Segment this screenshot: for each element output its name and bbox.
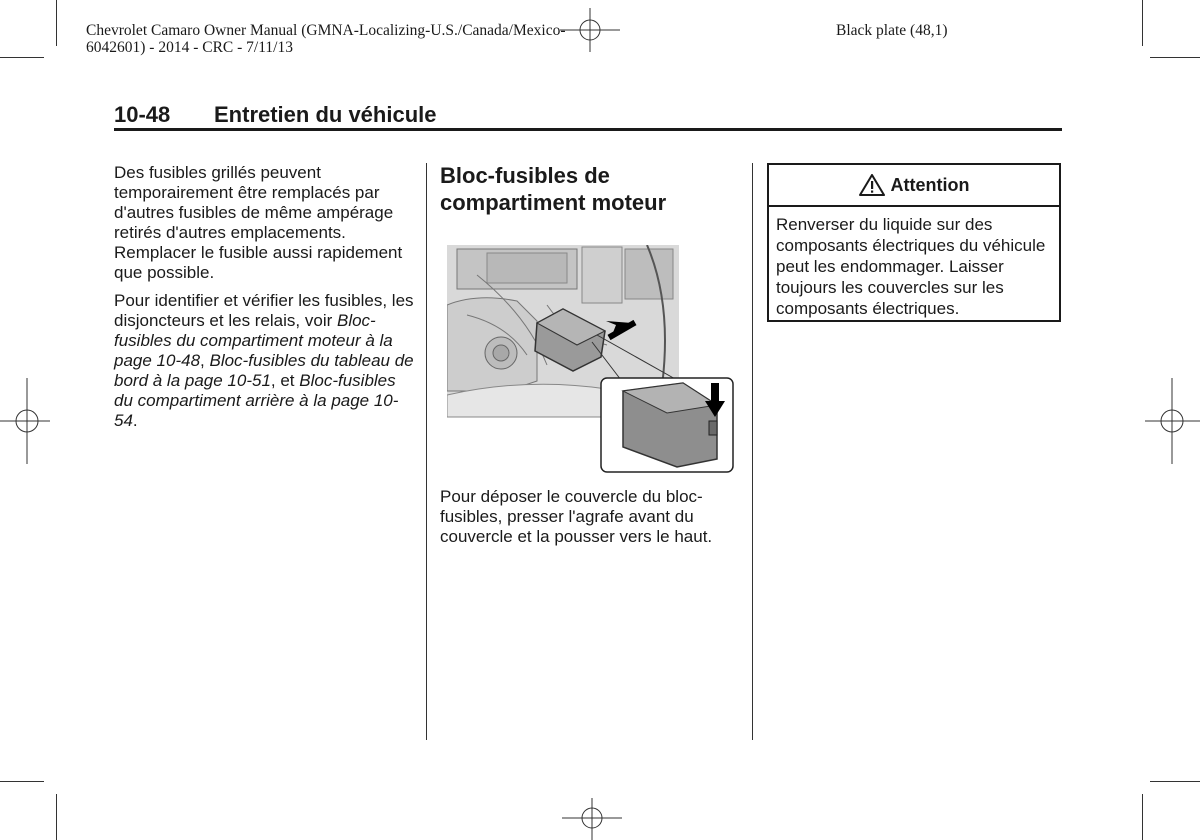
print-header-line2: 6042601) - 2014 - CRC - 7/11/13 [86,39,293,56]
attention-title: Attention [890,174,970,195]
registration-mark-right-icon [1145,378,1200,464]
references-separator-2: , et [270,371,300,390]
link-engine-fuse-block[interactable]: Bloc-fusibles du compartiment moteur à la page 10-48 [114,311,393,370]
warning-triangle-icon [859,174,885,196]
registration-mark-top-icon [560,8,620,52]
attention-body: Renverser du liquide sur des composants électriques du véhicule peut les endommager. Laisser toujours les couvercles sur les composants électriques. [776,215,1046,318]
link-rear-compartment-fuse-block[interactable]: Bloc-fusibles du compartiment arrière à la page 10-54 [114,371,399,430]
heading-rule [114,128,1062,131]
references-end: . [132,411,138,430]
engine-fuse-block-illustration [447,245,735,473]
column-2 [440,162,736,252]
column-divider-1 [426,163,427,740]
plate-label: Black plate (48,1) [836,22,948,39]
link-instrument-panel-fuse-block[interactable]: Bloc-fusibles du tableau de bord à la page 10-51 [114,351,414,390]
paragraph-fuse-references [114,291,414,431]
page-title: Entretien du véhicule [214,102,437,127]
references-intro: Pour identifier et vérifier les fusibles, les disjoncteurs et les relais, voir [114,291,414,330]
references-separator-1: , [200,351,210,370]
page-number: 10-48 [114,102,171,127]
print-header-line1: Chevrolet Camaro Owner Manual (GMNA-Localizing-U.S./Canada/Mexico- [86,22,566,39]
column-divider-2 [752,163,753,740]
figure-caption: Pour déposer le couvercle du bloc-fusibles, presser l'agrafe avant du couvercle et la pousser vers le haut. [440,487,713,546]
section-title: Bloc-fusibles de compartiment moteur [440,163,667,215]
print-header-info [86,22,566,56]
registration-mark-left-icon [0,378,50,464]
attention-header [769,165,1059,207]
paragraph-fuse-replacement: Des fusibles grillés peuvent temporairement être remplacés par d'autres fusibles de même ampérage retirés d'autres emplacements. Remplacer le fusible aussi rapidement que possible. [114,163,403,282]
attention-box [767,163,1061,322]
registration-mark-bottom-icon [562,798,622,840]
page-heading [114,102,437,128]
column-1 [114,163,414,439]
